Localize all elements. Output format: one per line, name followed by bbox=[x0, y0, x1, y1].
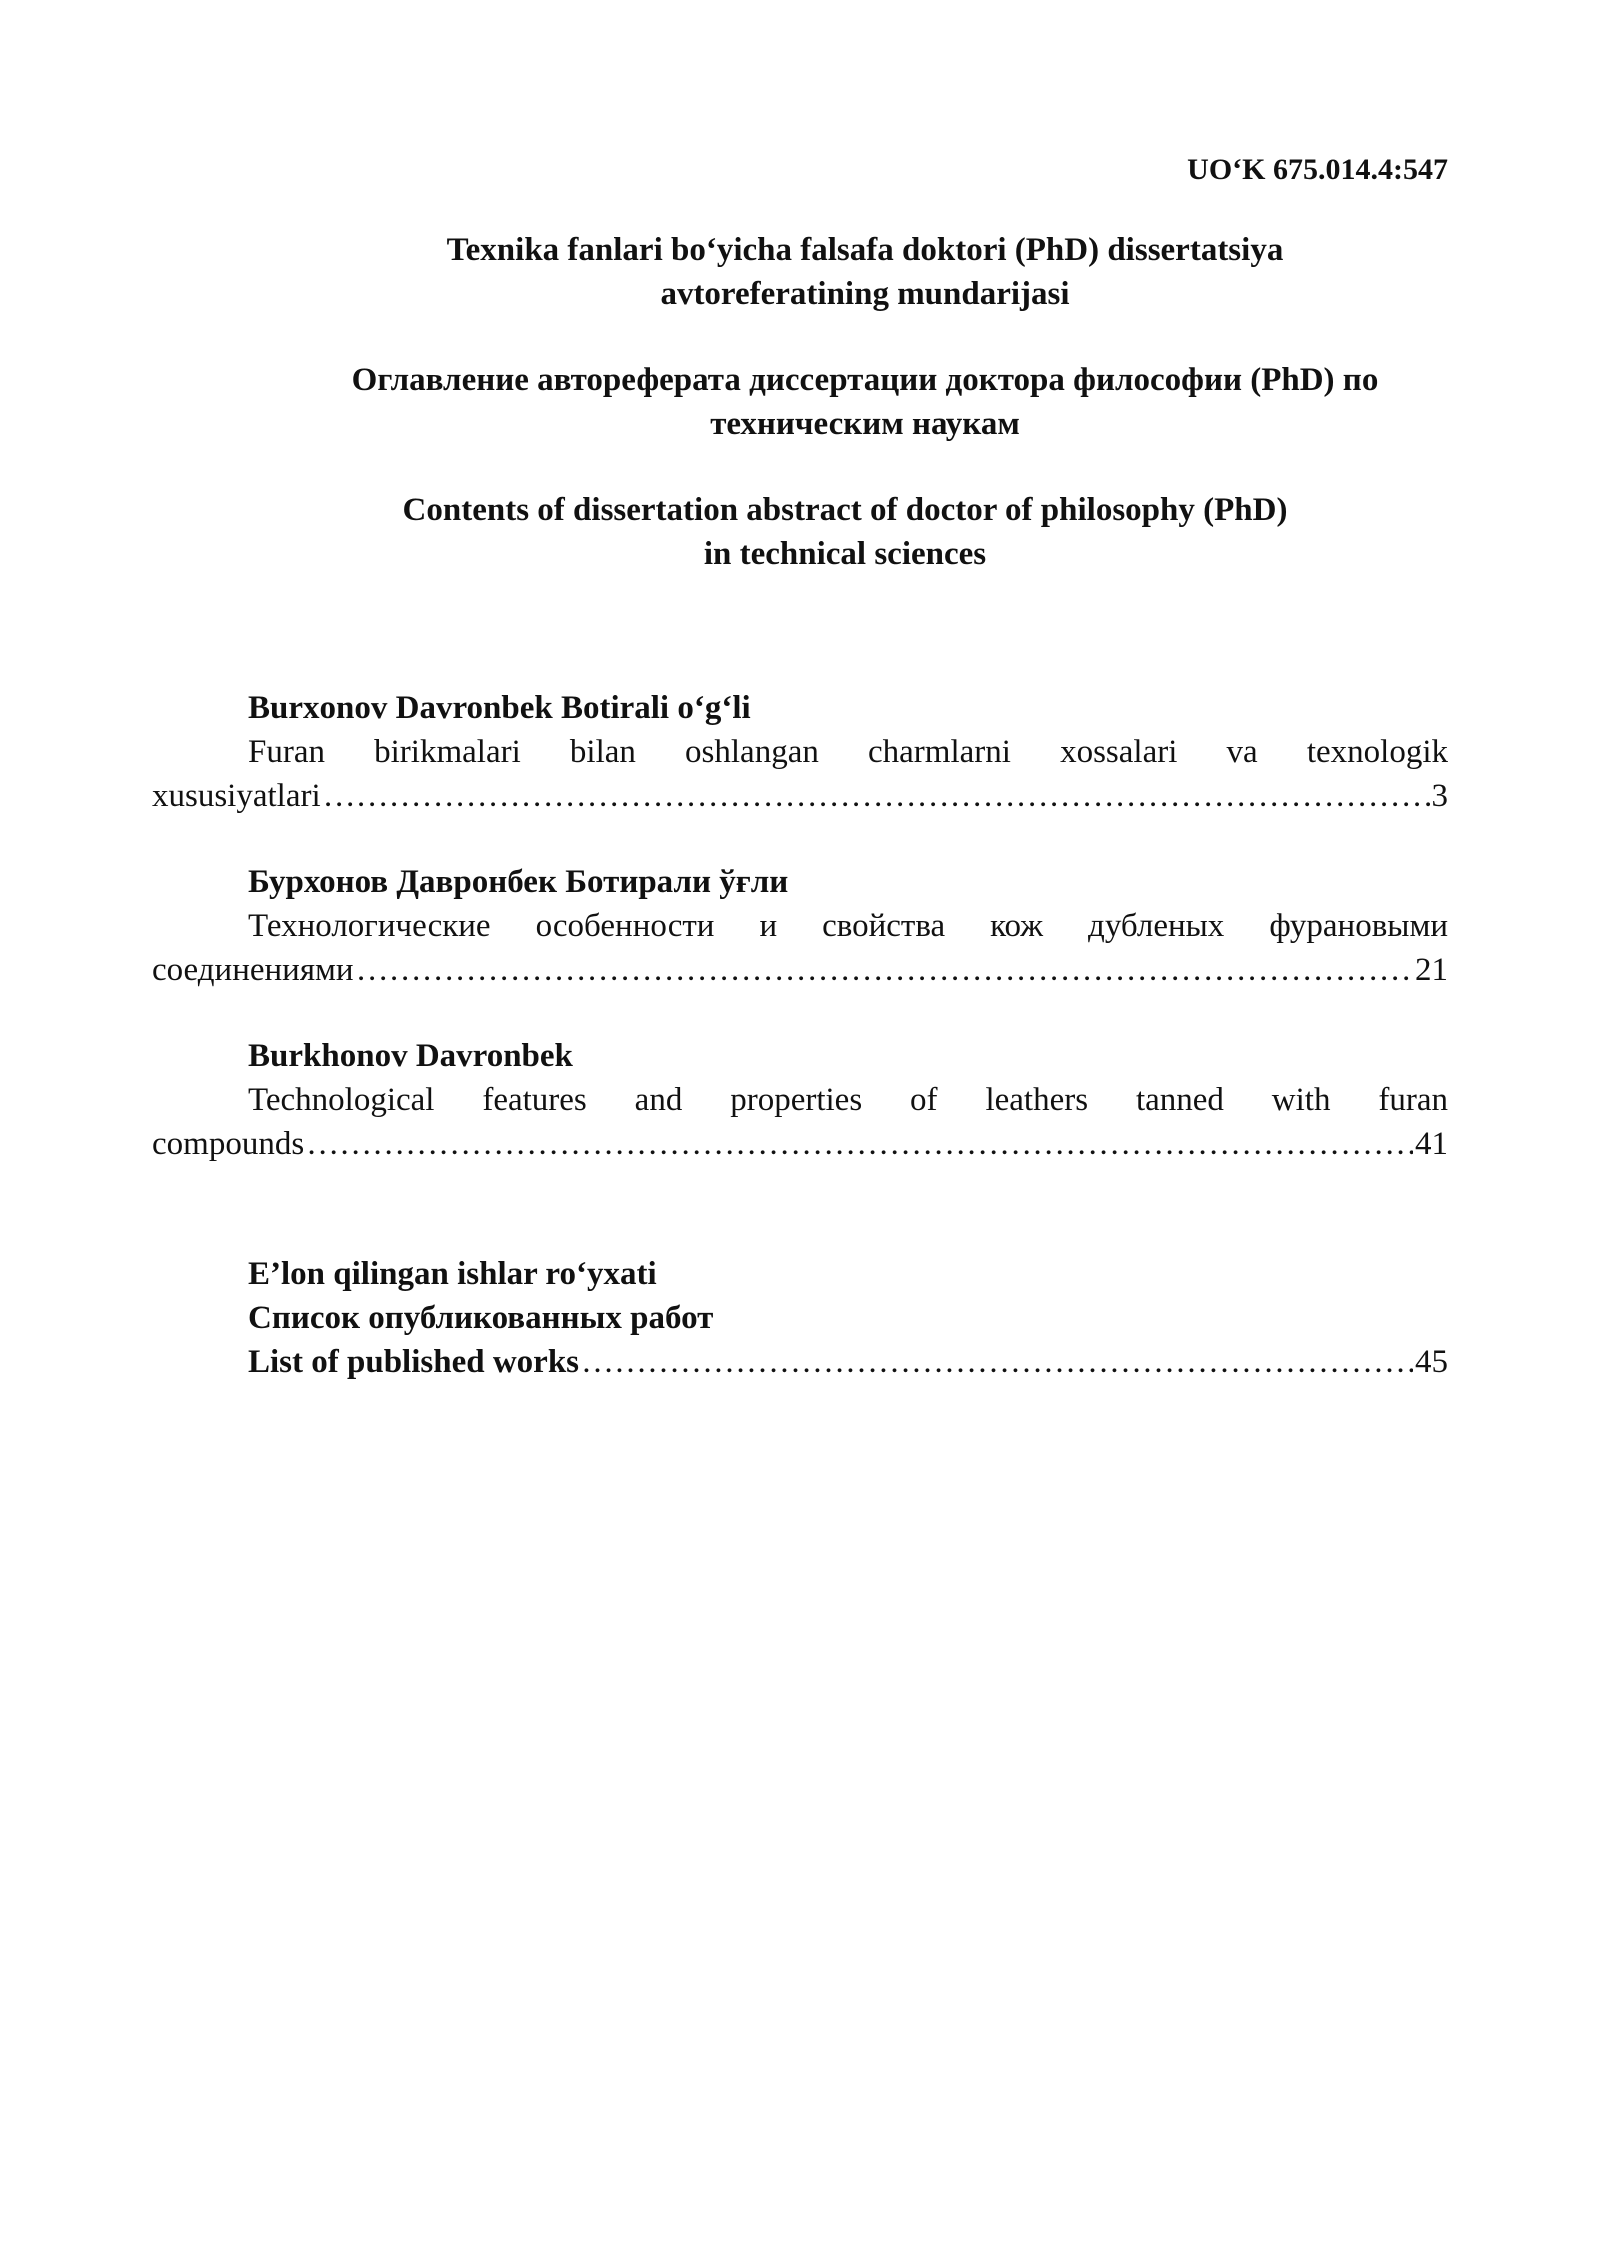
heading-uzbek bbox=[220, 228, 1510, 316]
toc-entry-title-line-2: соединениями bbox=[152, 952, 354, 988]
toc-entry-page-number: 3 bbox=[1431, 778, 1448, 814]
toc-entry-page-number: 41 bbox=[1415, 1126, 1448, 1162]
dot-leader bbox=[323, 774, 1430, 818]
heading-english-line-2: in technical sciences bbox=[703, 536, 987, 572]
publications-title-uzbek: E’lon qilingan ishlar ro‘yxati bbox=[248, 1256, 657, 1292]
toc-entry-title-line-2: xususiyatlari bbox=[152, 778, 321, 814]
publications-title-russian: Список опубликованных работ bbox=[248, 1300, 714, 1336]
heading-russian-line-2: техническим наукам bbox=[710, 406, 1020, 442]
toc-entry-leader-line bbox=[152, 948, 1448, 992]
toc-entry-page-number: 21 bbox=[1415, 952, 1448, 988]
dot-leader bbox=[306, 1122, 1413, 1166]
publications-title-english: List of published works bbox=[248, 1344, 580, 1380]
heading-english-line-1: Contents of dissertation abstract of doctor of philosophy (PhD) bbox=[402, 492, 1288, 528]
toc-entry-author: Бурхонов Давронбек Ботирали ўғли bbox=[248, 864, 789, 900]
dot-leader bbox=[581, 1340, 1413, 1384]
toc-entry-publications[interactable] bbox=[248, 1252, 1448, 1384]
dot-leader bbox=[356, 948, 1413, 992]
toc-entry-author: Burxonov Davronbek Botirali o‘g‘li bbox=[248, 690, 751, 726]
heading-english bbox=[190, 488, 1500, 576]
toc-entry-leader-line bbox=[152, 774, 1448, 818]
toc-entry-title-line-2: compounds bbox=[152, 1126, 305, 1162]
toc-entry-uzbek[interactable] bbox=[152, 686, 1448, 818]
toc-entry-title-line-1: Technological features and properties of leathers tanned with furan bbox=[248, 1082, 1448, 1118]
toc-entry-leader-line bbox=[152, 1122, 1448, 1166]
toc-entry-english[interactable] bbox=[152, 1034, 1448, 1166]
toc-entry-title-line-1: Furan birikmalari bilan oshlangan charmlarni xossalari va texnologik bbox=[248, 734, 1448, 770]
heading-russian bbox=[220, 358, 1510, 446]
udc-code: UO‘K 675.014.4:547 bbox=[1187, 153, 1448, 186]
toc-entry-title-line-1: Технологические особенности и свойства кож дубленых фурановыми bbox=[248, 908, 1448, 944]
heading-russian-line-1: Оглавление автореферата диссертации доктора философии (PhD) по bbox=[351, 362, 1379, 398]
toc-entry-russian[interactable] bbox=[152, 860, 1448, 992]
heading-uzbek-line-2: avtoreferatining mundarijasi bbox=[660, 276, 1070, 312]
heading-uzbek-line-1: Texnika fanlari bo‘yicha falsafa doktori (PhD) dissertatsiya bbox=[446, 232, 1284, 268]
toc-entry-author: Burkhonov Davronbek bbox=[248, 1038, 573, 1074]
publications-leader-line bbox=[248, 1340, 1448, 1384]
publications-page-number: 45 bbox=[1415, 1344, 1448, 1380]
